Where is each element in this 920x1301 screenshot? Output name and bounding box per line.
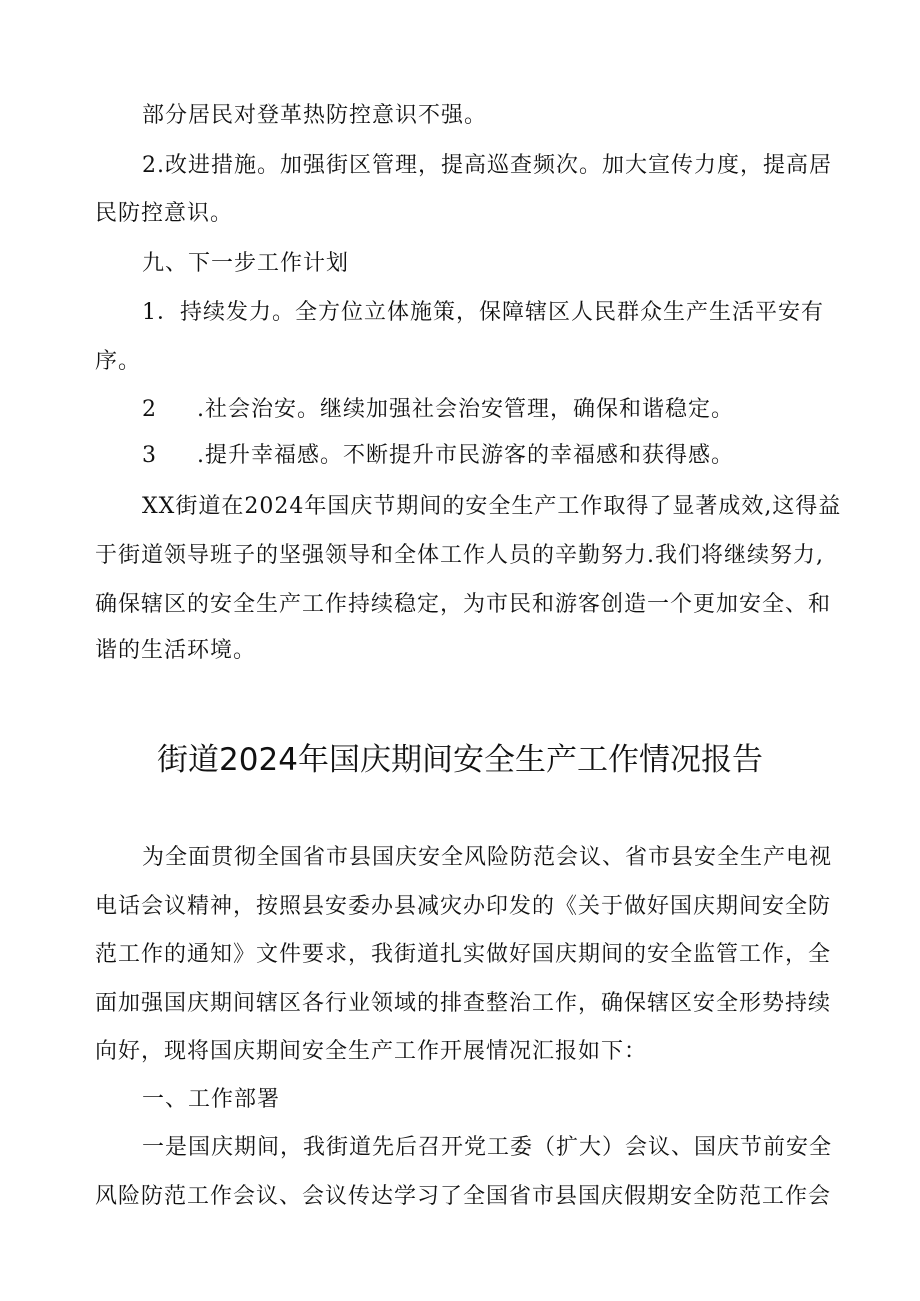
deployment-paragraph-line: 风险防范工作会议、会议传达学习了全国省市县国庆假期安全防范工作会 (95, 1184, 832, 1209)
item-text: .社会治安。继续加强社会治安管理，确保和谐稳定。 (197, 397, 734, 422)
intro-paragraph-line: 为全面贯彻全国省市县国庆安全风险防范会议、省市县安全生产电视 (142, 845, 833, 870)
closing-paragraph-line: XX街道在2024年国庆节期间的安全生产工作取得了显著成效,这得益 (142, 494, 842, 519)
intro-paragraph-line: 电话会议精神，按照县安委办县减灾办印发的《关于做好国庆期间安全防 (95, 894, 832, 919)
paragraph-line: 部分居民对登革热防控意识不强。 (142, 103, 488, 128)
deployment-paragraph-line: 一是国庆期间，我街道先后召开党工委（扩大）会议、国庆节前安全 (142, 1135, 833, 1160)
paragraph-line: 民防控意识。 (95, 201, 234, 226)
closing-paragraph-line: 于街道领导班子的坚强领导和全体工作人员的辛勤努力.我们将继续努力, (95, 543, 824, 568)
plan-item-3 (142, 441, 734, 471)
improvement-measures-line: 2.改进措施。加强街区管理，提高巡查频次。加大宣传力度，提高居 (142, 153, 832, 178)
intro-paragraph-line: 范工作的通知》文件要求，我街道扎实做好国庆期间的安全监管工作，全 (95, 942, 832, 967)
item-number: 3 (142, 443, 157, 468)
intro-paragraph-line: 面加强国庆期间辖区各行业领域的排查整治工作，确保辖区安全形势持续 (95, 991, 832, 1016)
section-heading-deployment: 一、工作部署 (142, 1087, 281, 1112)
closing-paragraph-line: 确保辖区的安全生产工作持续稳定，为市民和游客创造一个更加安全、和 (95, 592, 832, 617)
section-heading-next-steps: 九、下一步工作计划 (142, 251, 350, 276)
closing-paragraph-line: 谐的生活环境。 (95, 638, 257, 663)
report-title: 街道2024年国庆期间安全生产工作情况报告 (157, 742, 763, 778)
item-number: 2 (142, 397, 157, 422)
plan-item-2 (142, 395, 734, 425)
plan-item-1: 1．持续发力。全方位立体施策，保障辖区人民群众生产生活平安有 (142, 300, 824, 325)
paragraph-line: 序。 (95, 349, 142, 374)
item-text: .提升幸福感。不断提升市民游客的幸福感和获得感。 (197, 443, 734, 468)
intro-paragraph-line: 向好，现将国庆期间安全生产工作开展情况汇报如下： (95, 1039, 648, 1064)
